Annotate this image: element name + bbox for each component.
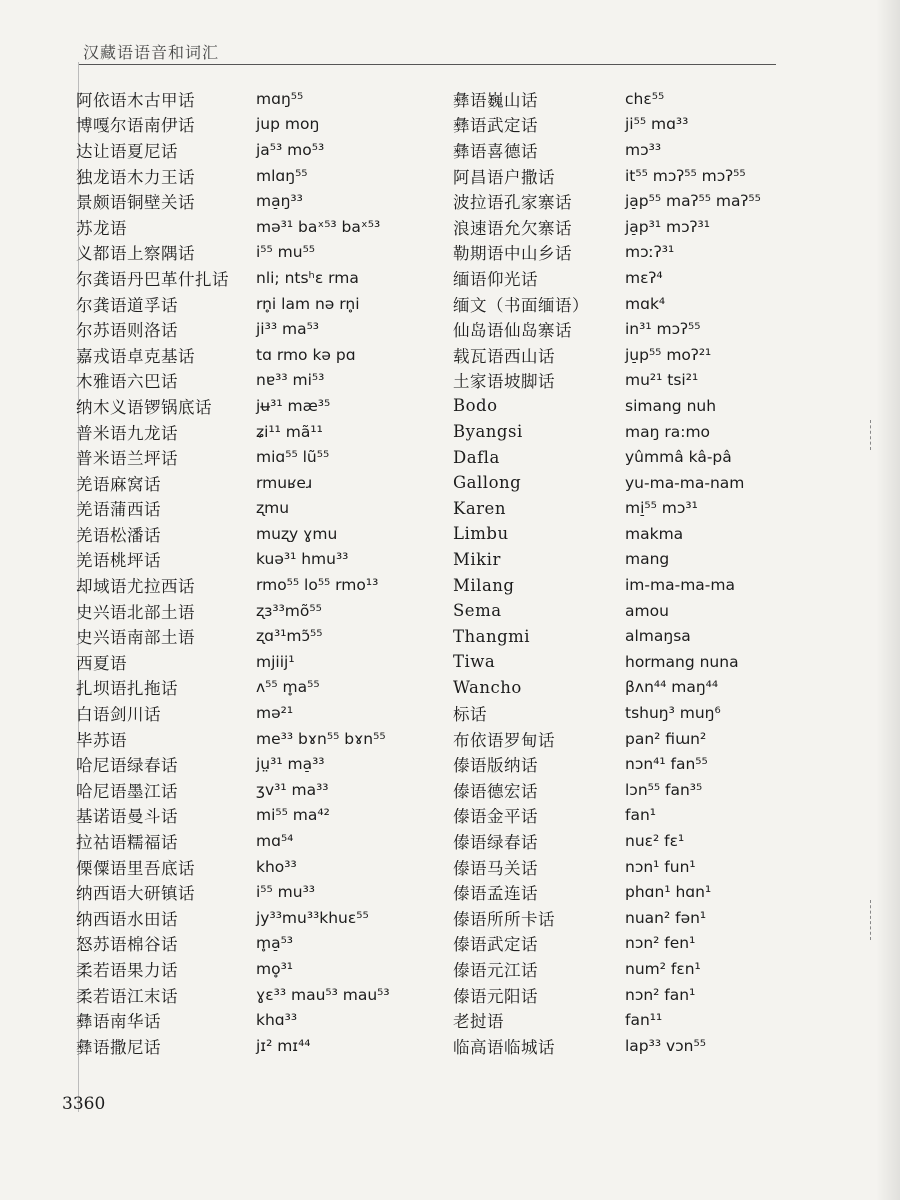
word-form: rmo⁵⁵ lo⁵⁵ rmo¹³ (256, 576, 379, 595)
entry-row (76, 598, 456, 624)
language-name: 彝语巍山话 (453, 90, 538, 110)
entry-row (76, 828, 456, 854)
word-form: simang nuh (625, 396, 717, 415)
language-name: 彝语撒尼话 (76, 1037, 161, 1057)
language-name: 阿依语木古甲话 (76, 90, 195, 110)
language-name: 傈僳语里吾底话 (76, 858, 195, 878)
language-name: 傣语版纳话 (453, 756, 538, 776)
language-name: 普米语兰坪话 (76, 449, 178, 469)
language-name: Karen (453, 498, 506, 518)
word-form: makma (625, 524, 684, 543)
language-name: 史兴语北部土语 (76, 602, 195, 622)
language-name: 尔苏语则洛话 (76, 321, 178, 341)
language-name: 勒期语中山乡话 (453, 244, 572, 264)
entry-row (453, 444, 853, 470)
word-form: ʐmu (256, 499, 290, 518)
language-name: 羌语蒲西话 (76, 500, 161, 520)
entry-row (453, 700, 853, 726)
entry-row (76, 368, 456, 394)
entry-row (453, 777, 853, 803)
word-form: mɑk⁴ (625, 294, 666, 313)
entry-row (453, 291, 853, 317)
word-form: mɔːʔ³¹ (625, 243, 675, 262)
page-number: 3360 (62, 1094, 106, 1114)
word-form: me³³ bɤn⁵⁵ bɤn⁵⁵ (256, 729, 386, 748)
language-name: 傣语马关话 (453, 858, 538, 878)
word-form: num² fɛn¹ (625, 959, 701, 978)
entry-row (453, 803, 853, 829)
entry-row (453, 649, 853, 675)
language-name: 载瓦语西山话 (453, 346, 555, 366)
language-name: 基诺语曼斗话 (76, 807, 178, 827)
language-name: 义都语上察隅话 (76, 244, 195, 264)
entry-row (453, 598, 853, 624)
language-name: 傣语绿春话 (453, 833, 538, 853)
gutter-mark (870, 420, 871, 450)
language-name: 彝语武定话 (453, 116, 538, 136)
language-name: 羌语松潘话 (76, 525, 161, 545)
language-name: 哈尼语墨江话 (76, 781, 178, 801)
entry-row (76, 496, 456, 522)
word-form: im-ma-ma-ma (625, 576, 735, 595)
word-form: mɑ⁵⁴ (256, 832, 294, 851)
word-form: nɔn¹ fun¹ (625, 857, 696, 876)
entry-row (453, 751, 853, 777)
language-name: 拉祜语糯福话 (76, 833, 178, 853)
language-name: 纳西语大研镇话 (76, 884, 195, 904)
language-name: 嘉戎语卓克基话 (76, 346, 195, 366)
entry-row (76, 547, 456, 573)
language-name: 傣语元阳话 (453, 986, 538, 1006)
language-name: 彝语喜德话 (453, 141, 538, 161)
word-form: i⁵⁵ mu³³ (256, 883, 316, 902)
entry-row (453, 879, 853, 905)
language-name: Milang (453, 575, 515, 595)
entry-row (76, 163, 456, 189)
entry-row (76, 291, 456, 317)
language-name: Limbu (453, 524, 509, 544)
entry-row (76, 854, 456, 880)
entry-row (453, 726, 853, 752)
language-name: Bodo (453, 396, 498, 416)
language-name: 傣语金平话 (453, 807, 538, 827)
entry-row (453, 316, 853, 342)
word-form: khɑ³³ (256, 1011, 298, 1030)
entry-row (453, 956, 853, 982)
word-form: ʑi¹¹ mã¹¹ (256, 422, 323, 441)
entry-row (76, 188, 456, 214)
left-column (76, 86, 456, 1059)
word-form: lɔn⁵⁵ fan³⁵ (625, 780, 703, 799)
language-name: 傣语孟连话 (453, 884, 538, 904)
language-name: 傣语所所卡话 (453, 909, 555, 929)
language-name: 缅文（书面缅语） (453, 295, 589, 315)
entry-row (76, 751, 456, 777)
entry-row (76, 86, 456, 112)
language-name: 布依语罗甸话 (453, 730, 555, 750)
language-name: 阿昌语户撒话 (453, 167, 555, 187)
word-form: tshuŋ³ muŋ⁶ (625, 704, 721, 723)
entry-row (453, 265, 853, 291)
entry-row (453, 419, 853, 445)
entry-row (76, 905, 456, 931)
language-name: 纳西语水田话 (76, 909, 178, 929)
running-header: 汉藏语语音和词汇 (83, 43, 220, 62)
word-form: ja⁵³ mo⁵³ (256, 140, 325, 159)
entry-row (76, 1033, 456, 1059)
word-form: m̥a̠⁵³ (256, 934, 294, 953)
entry-row (76, 316, 456, 342)
entry-row (453, 112, 853, 138)
word-form: jṳ³¹ ma̠³³ (256, 755, 325, 774)
entry-row (76, 470, 456, 496)
language-name: Tiwa (453, 652, 496, 672)
entry-row (453, 675, 853, 701)
word-form: ja̠p⁵⁵ maʔ⁵⁵ maʔ⁵⁵ (625, 192, 761, 211)
word-form: mlɑŋ⁵⁵ (256, 166, 308, 185)
word-form: lap³³ vɔn⁵⁵ (625, 1036, 706, 1055)
entry-row (76, 240, 456, 266)
word-form: in³¹ mɔʔ⁵⁵ (625, 320, 701, 339)
word-form: ɣɛ³³ mau⁵³ mau⁵³ (256, 985, 390, 1004)
language-name: Wancho (453, 677, 522, 697)
entry-row (76, 956, 456, 982)
word-form: tɑ rmo kə pɑ (256, 345, 356, 364)
entry-row (453, 547, 853, 573)
word-form: yûmmâ kâ-pâ (625, 448, 732, 467)
word-form: mɛʔ⁴ (625, 268, 663, 287)
language-name: 独龙语木力王话 (76, 167, 195, 187)
entry-row (453, 368, 853, 394)
word-form: mjiij¹ (256, 652, 295, 671)
language-name: 木雅语六巴话 (76, 372, 178, 392)
language-name: 景颇语铜壁关话 (76, 193, 195, 213)
word-form: ʐɜ³³mõ⁵⁵ (256, 601, 322, 620)
word-form: nuan² fən¹ (625, 908, 707, 927)
gutter-mark (870, 900, 871, 940)
header-rule (78, 64, 776, 65)
language-name: 波拉语孔家寨话 (453, 193, 572, 213)
word-form: βʌn⁴⁴ maŋ⁴⁴ (625, 678, 719, 697)
word-form: fan¹ (625, 806, 656, 825)
language-name: 苏龙语 (76, 218, 127, 238)
language-name: Gallong (453, 473, 522, 493)
language-name: 土家语坡脚话 (453, 372, 555, 392)
word-form: mi⁵⁵ ma⁴² (256, 806, 330, 825)
word-form: ʐɑ³¹mɔ̃⁵⁵ (256, 627, 323, 646)
entry-row (76, 214, 456, 240)
language-name: 却域语尤拉西话 (76, 577, 195, 597)
language-name: 羌语桃坪话 (76, 551, 161, 571)
word-form: mi̠⁵⁵ mɔ³¹ (625, 499, 698, 518)
entry-row (76, 112, 456, 138)
entry-row (453, 163, 853, 189)
language-name: 羌语麻窝话 (76, 474, 161, 494)
word-form: maŋ ra:mo (625, 422, 711, 441)
language-name: 柔若语果力话 (76, 960, 178, 980)
entry-row (453, 905, 853, 931)
word-form: ʒv³¹ ma³³ (256, 780, 329, 799)
word-form: nɐ³³ mi⁵³ (256, 371, 325, 390)
entry-row (76, 521, 456, 547)
language-name: 老挝语 (453, 1012, 504, 1032)
language-name: 纳木义语锣锅底话 (76, 397, 212, 417)
word-form: muʐy ɣmu (256, 524, 338, 543)
entry-row (76, 623, 456, 649)
word-form: i⁵⁵ mu⁵⁵ (256, 243, 316, 262)
entry-row (453, 240, 853, 266)
word-form: mɑŋ⁵⁵ (256, 89, 304, 108)
word-form: kho³³ (256, 857, 297, 876)
word-form: jy³³mu³³khuɛ⁵⁵ (256, 908, 369, 927)
language-name: 普米语九龙话 (76, 423, 178, 443)
entry-row (453, 521, 853, 547)
word-form: phɑn¹ hɑn¹ (625, 883, 712, 902)
language-name: 傣语德宏话 (453, 781, 538, 801)
language-name: 哈尼语绿春话 (76, 756, 178, 776)
entry-row (76, 572, 456, 598)
page-gutter-shadow (876, 0, 900, 1200)
entry-row (76, 649, 456, 675)
language-name: 西夏语 (76, 653, 127, 673)
language-name: 标话 (453, 705, 487, 725)
entry-row (76, 803, 456, 829)
word-form: mo̥³¹ (256, 959, 294, 978)
word-form: chɛ⁵⁵ (625, 89, 665, 108)
language-name: Sema (453, 601, 502, 621)
language-name: 傣语元江话 (453, 960, 538, 980)
language-name: Dafla (453, 447, 500, 467)
entry-row (76, 419, 456, 445)
entry-row (76, 777, 456, 803)
entry-row (453, 854, 853, 880)
entry-row (76, 675, 456, 701)
word-form: mu²¹ tsi²¹ (625, 371, 699, 390)
language-name: 扎坝语扎拖话 (76, 679, 178, 699)
word-form: ji⁵⁵ mɑ³³ (625, 115, 689, 134)
language-name: 史兴语南部土语 (76, 628, 195, 648)
entry-row (453, 393, 853, 419)
word-form: almaŋsa (625, 627, 691, 646)
entry-row (453, 342, 853, 368)
word-form: ʌ⁵⁵ m̥a⁵⁵ (256, 678, 320, 697)
entry-row (453, 1007, 853, 1033)
word-form: mə²¹ (256, 704, 294, 723)
word-form: hormang nuna (625, 652, 739, 671)
entry-row (76, 982, 456, 1008)
language-name: 毕苏语 (76, 730, 127, 750)
entry-row (76, 879, 456, 905)
word-form: nɔn² fen¹ (625, 934, 696, 953)
word-form: mɔ³³ (625, 140, 662, 159)
language-name: 怒苏语棉谷话 (76, 935, 178, 955)
word-form: it⁵⁵ mɔʔ⁵⁵ mɔʔ⁵⁵ (625, 166, 746, 185)
word-form: yu-ma-ma-nam (625, 473, 745, 492)
language-name: 浪速语允欠寨话 (453, 218, 572, 238)
entry-row (453, 623, 853, 649)
word-form: jɪ² mɪ⁴⁴ (256, 1036, 311, 1055)
word-form: ji³³ ma⁵³ (256, 320, 319, 339)
word-form: rn̥i lam nə rn̥i (256, 294, 360, 313)
language-name: 傣语武定话 (453, 935, 538, 955)
language-name: 白语剑川话 (76, 705, 161, 725)
word-form: mang (625, 550, 670, 569)
language-name: Byangsi (453, 422, 523, 442)
language-name: 彝语南华话 (76, 1012, 161, 1032)
word-form: fan¹¹ (625, 1011, 663, 1030)
language-name: 尔龚语丹巴革什扎话 (76, 269, 229, 289)
entry-row (76, 137, 456, 163)
entry-row (76, 700, 456, 726)
entry-row (76, 342, 456, 368)
language-name: 缅语仰光话 (453, 269, 538, 289)
language-name: 达让语夏尼话 (76, 141, 178, 161)
word-form: ma̠ŋ³³ (256, 192, 303, 211)
entry-row (453, 214, 853, 240)
language-name: 仙岛语仙岛寨话 (453, 321, 572, 341)
entry-row (453, 572, 853, 598)
language-name: 博嘎尔语南伊话 (76, 116, 195, 136)
word-form: pan² fiɯn² (625, 729, 707, 748)
language-name: 尔龚语道孚话 (76, 295, 178, 315)
word-form: jup moŋ (256, 115, 320, 134)
entry-row (76, 726, 456, 752)
word-form: miɑ⁵⁵ lũ⁵⁵ (256, 448, 330, 467)
word-form: mə³¹ baˣ⁵³ baˣ⁵³ (256, 217, 381, 236)
word-form: jʉ³¹ mæ³⁵ (256, 396, 331, 415)
entry-row (453, 931, 853, 957)
language-name: 临高语临城话 (453, 1037, 555, 1057)
entry-row (76, 265, 456, 291)
word-form: nɔn⁴¹ fan⁵⁵ (625, 755, 708, 774)
word-form: rmuʁeɹ (256, 473, 313, 492)
right-column (453, 86, 853, 1059)
entry-row (453, 1033, 853, 1059)
language-name: 柔若语江末话 (76, 986, 178, 1006)
entry-row (76, 393, 456, 419)
word-form: ja̠p³¹ mɔʔ³¹ (625, 217, 710, 236)
word-form: nli; ntsʰɛ rma (256, 268, 359, 287)
language-name: Thangmi (453, 626, 531, 646)
entry-row (453, 86, 853, 112)
entry-row (453, 137, 853, 163)
entry-row (76, 444, 456, 470)
word-form: amou (625, 601, 669, 620)
entry-row (453, 496, 853, 522)
entry-row (453, 982, 853, 1008)
word-form: nuɛ² fɛ¹ (625, 832, 685, 851)
entry-row (453, 828, 853, 854)
language-name: Mikir (453, 549, 501, 569)
word-form: nɔn² fan¹ (625, 985, 696, 1004)
entry-row (76, 1007, 456, 1033)
entry-row (453, 188, 853, 214)
entry-row (76, 931, 456, 957)
word-form: kuə³¹ hmu³³ (256, 550, 349, 569)
entry-row (453, 470, 853, 496)
word-form: ju̠p⁵⁵ moʔ²¹ (625, 345, 712, 364)
